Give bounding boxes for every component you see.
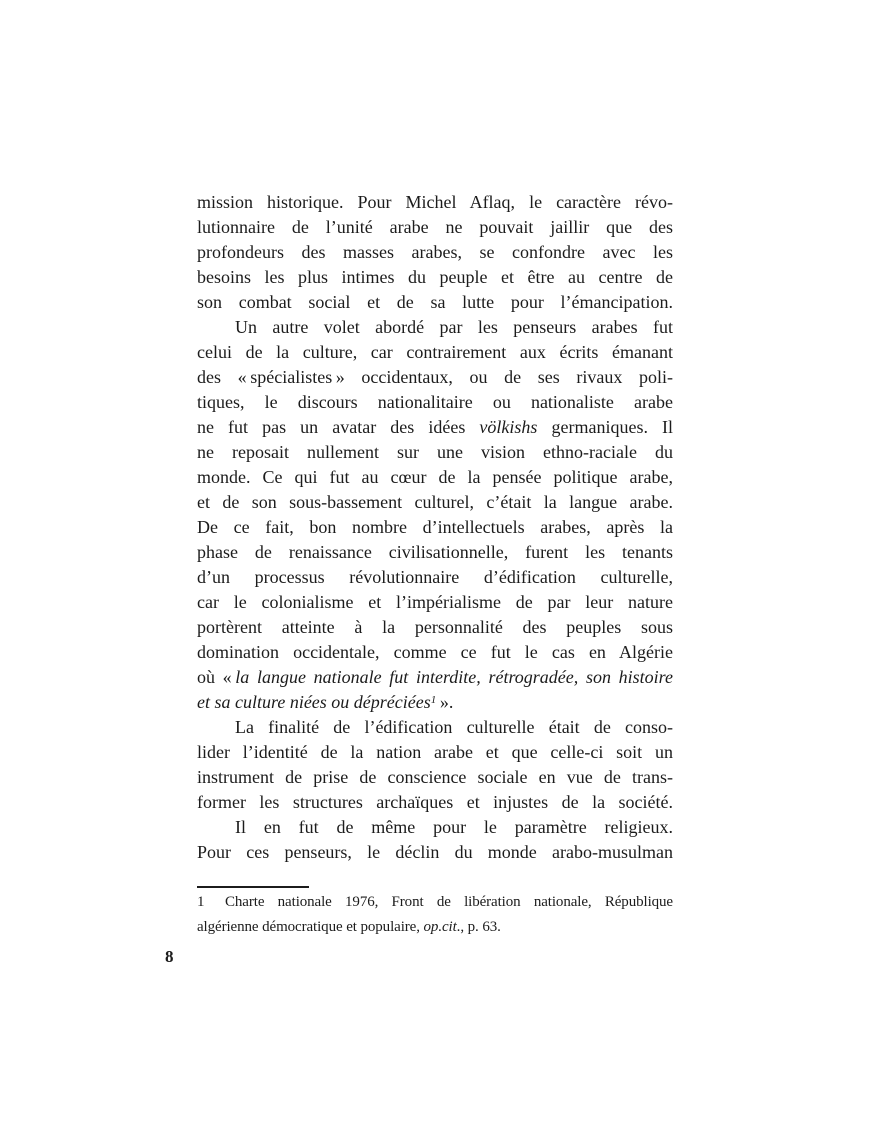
text-segment: lider l’identité de la nation arabe et que celle-ci soit un	[197, 742, 673, 762]
text-segment: De ce fait, bon nombre d’intellectuels arabes, après la	[197, 517, 673, 537]
body-line	[197, 415, 673, 440]
body-line	[197, 490, 673, 515]
text-segment: des « spécialistes » occidentaux, ou de ses rivaux poli-	[197, 367, 673, 387]
text-segment: lutionnaire de l’unité arabe ne pouvait jaillir que des	[197, 217, 673, 237]
text-segment: algérienne démocratique et populaire,	[197, 919, 424, 935]
text-segment: où «	[197, 667, 236, 687]
text-segment: d’un processus révolutionnaire d’édification culturelle,	[197, 567, 673, 587]
body-line	[197, 665, 673, 690]
text-segment: Il en fut de même pour le paramètre religieux.	[235, 817, 673, 837]
text-segment: Charte nationale 1976, Front de libération nationale, République	[225, 894, 673, 910]
body-line	[197, 465, 673, 490]
text-segment: profondeurs des masses arabes, se confondre avec les	[197, 242, 673, 262]
text-segment: La finalité de l’édification culturelle était de conso-	[235, 717, 673, 737]
text-segment: ne reposait nullement sur une vision ethno-raciale du	[197, 442, 673, 462]
text-segment: besoins les plus intimes du peuple et être au centre de	[197, 267, 673, 287]
body-line	[197, 590, 673, 615]
body-line	[197, 815, 673, 840]
text-segment: la langue nationale fut interdite, rétrogradée, son histoire	[235, 667, 673, 687]
text-segment: son combat social et de sa lutte pour l’émancipation.	[197, 292, 673, 312]
body-line	[197, 190, 673, 215]
body-line	[197, 440, 673, 465]
body-line	[197, 315, 673, 340]
text-segment: former les structures archaïques et injustes de la société.	[197, 792, 673, 812]
text-segment: et de son sous-bassement culturel, c’était la langue arabe.	[197, 492, 673, 512]
body-line	[197, 390, 673, 415]
page-number: 8	[165, 947, 174, 966]
text-segment: domination occidentale, comme ce fut le cas en Algérie	[197, 642, 673, 662]
text-segment: mission historique. Pour Michel Aflaq, le caractère révo-	[197, 192, 673, 212]
text-segment: Un autre volet abordé par les penseurs arabes fut	[235, 317, 673, 337]
body-line	[197, 290, 673, 315]
body-line	[197, 740, 673, 765]
body-line	[197, 540, 673, 565]
text-segment: ».	[436, 692, 454, 712]
body-line	[197, 340, 673, 365]
text-segment: et sa culture niées ou dépréciées	[197, 692, 431, 712]
text-segment: celui de la culture, car contrairement aux écrits émanant	[197, 342, 673, 362]
body-line	[197, 765, 673, 790]
text-segment: germaniques. Il	[537, 417, 673, 437]
footnote	[197, 890, 673, 940]
text-segment: phase de renaissance civilisationnelle, furent les tenants	[197, 542, 673, 562]
body-line	[197, 515, 673, 540]
body-line	[197, 365, 673, 390]
body-line	[197, 240, 673, 265]
text-segment: völkishs	[479, 417, 538, 437]
text-segment: monde. Ce qui fut au cœur de la pensée politique arabe,	[197, 467, 673, 487]
text-segment: instrument de prise de conscience sociale en vue de trans-	[197, 767, 673, 787]
body-line	[197, 715, 673, 740]
body-line	[197, 565, 673, 590]
footnote-reference: 1	[430, 694, 437, 706]
text-segment: op.cit	[423, 919, 457, 935]
body-line	[197, 640, 673, 665]
text-segment: Pour ces penseurs, le déclin du monde arabo-musulman	[197, 842, 673, 862]
footnote-line	[197, 890, 673, 915]
body-line	[197, 615, 673, 640]
footnote-rule	[197, 886, 309, 888]
text-segment: ., p. 63.	[456, 919, 501, 935]
body-text	[197, 190, 673, 865]
body-line	[197, 265, 673, 290]
body-line	[197, 215, 673, 240]
text-segment: car le colonialisme et l’impérialisme de par leur nature	[197, 592, 673, 612]
footnote-line	[197, 915, 673, 940]
text-segment: tiques, le discours nationalitaire ou nationaliste arabe	[197, 392, 673, 412]
body-line	[197, 840, 673, 865]
text-segment: ne fut pas un avatar des idées	[197, 417, 480, 437]
body-line	[197, 690, 673, 715]
body-line	[197, 790, 673, 815]
text-segment: portèrent atteinte à la personnalité des peuples sous	[197, 617, 673, 637]
footnote-marker: 1	[197, 894, 205, 910]
